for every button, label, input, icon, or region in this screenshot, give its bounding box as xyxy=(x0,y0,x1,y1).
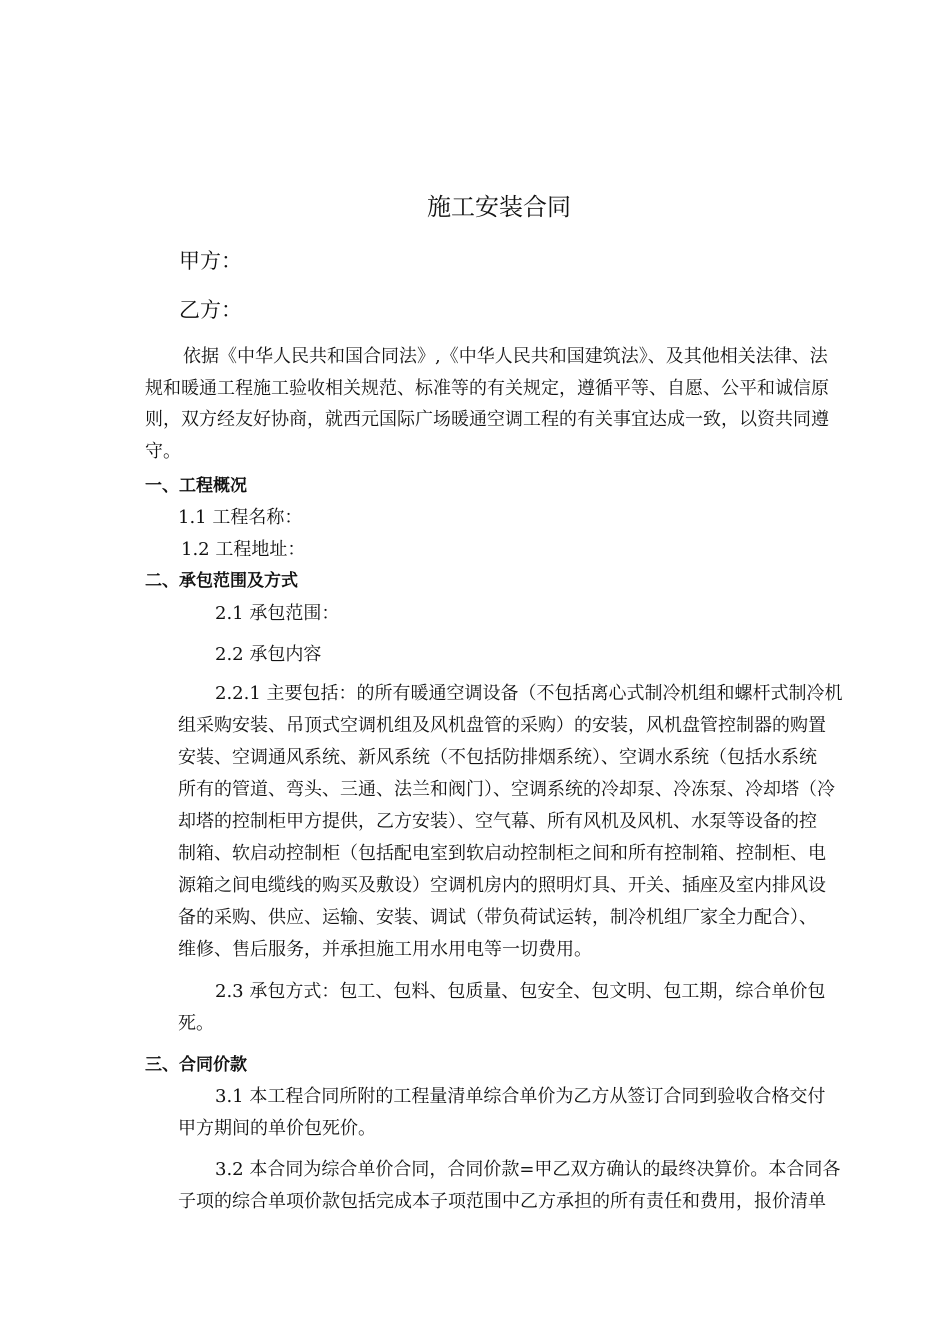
section-2-heading: 二、承包范围及方式 xyxy=(145,571,298,591)
item-2-2-1-line: 所有的管道、弯头、三通、法兰和阀门）、空调系统的冷却泵、冷冻泵、冷却塔（冷 xyxy=(178,779,835,800)
preamble-line: 依据《中华人民共和国合同法》,《中华人民共和国建筑法》、及其他相关法律、法 xyxy=(183,346,828,367)
item-2-1: 2.1 承包范围： xyxy=(215,603,340,624)
document-title: 施工安装合同 xyxy=(427,193,571,221)
item-1-1: 1.1 工程名称： xyxy=(178,507,303,528)
section-3-heading: 三、合同价款 xyxy=(145,1055,247,1075)
item-2-2-1-line: 组采购安装、吊顶式空调机组及风机盘管的采购）的安装，风机盘管控制器的购置 xyxy=(178,715,826,736)
item-3-2-line: 3.2 本合同为综合单价合同，合同价款=甲乙双方确认的最终决算价。本合同各 xyxy=(215,1159,841,1180)
item-2-2-1-line: 2.2.1 主要包括：的所有暖通空调设备（不包括离心式制冷机组和螺杆式制冷机 xyxy=(215,683,843,704)
item-1-2: 1.2 工程地址： xyxy=(181,539,306,560)
item-3-2-line: 子项的综合单项价款包括完成本子项范围中乙方承担的所有责任和费用，报价清单 xyxy=(178,1191,826,1212)
preamble-line: 守。 xyxy=(145,441,181,462)
item-3-1-line: 3.1 本工程合同所附的工程量清单综合单价为乙方从签订合同到验收合格交付 xyxy=(215,1086,826,1107)
section-1-heading: 一、工程概况 xyxy=(145,476,247,496)
item-2-2: 2.2 承包内容 xyxy=(215,644,322,665)
item-2-3-line: 2.3 承包方式：包工、包料、包质量、包安全、包文明、包工期，综合单价包 xyxy=(215,981,826,1002)
item-2-2-1-line: 源箱之间电缆线的购买及敷设）空调机房内的照明灯具、开关、插座及室内排风设 xyxy=(178,875,826,896)
item-2-2-1-line: 却塔的控制柜甲方提供，乙方安装）、空气幕、所有风机及风机、水泵等设备的控 xyxy=(178,811,817,832)
item-2-2-1-line: 维修、售后服务，并承担施工用水用电等一切费用。 xyxy=(178,939,592,960)
item-2-2-1-line: 安装、空调通风系统、新风系统（不包括防排烟系统）、空调水系统（包括水系统 xyxy=(178,747,817,768)
preamble-line: 规和暖通工程施工验收相关规范、标准等的有关规定，遵循平等、自愿、公平和诚信原 xyxy=(145,378,829,399)
party-a-label: 甲方： xyxy=(179,249,242,273)
item-2-3-line: 死。 xyxy=(178,1013,214,1034)
item-3-1-line: 甲方期间的单价包死价。 xyxy=(178,1118,376,1139)
item-2-2-1-line: 制箱、软启动控制柜（包括配电室到软启动控制柜之间和所有控制箱、控制柜、电 xyxy=(178,843,826,864)
preamble-line: 则，双方经友好协商，就西元国际广场暖通空调工程的有关事宜达成一致，以资共同遵 xyxy=(145,409,829,430)
item-2-2-1-line: 备的采购、供应、运输、安装、调试（带负荷试运转，制冷机组厂家全力配合）、 xyxy=(178,907,817,928)
party-b-label: 乙方： xyxy=(179,298,242,322)
